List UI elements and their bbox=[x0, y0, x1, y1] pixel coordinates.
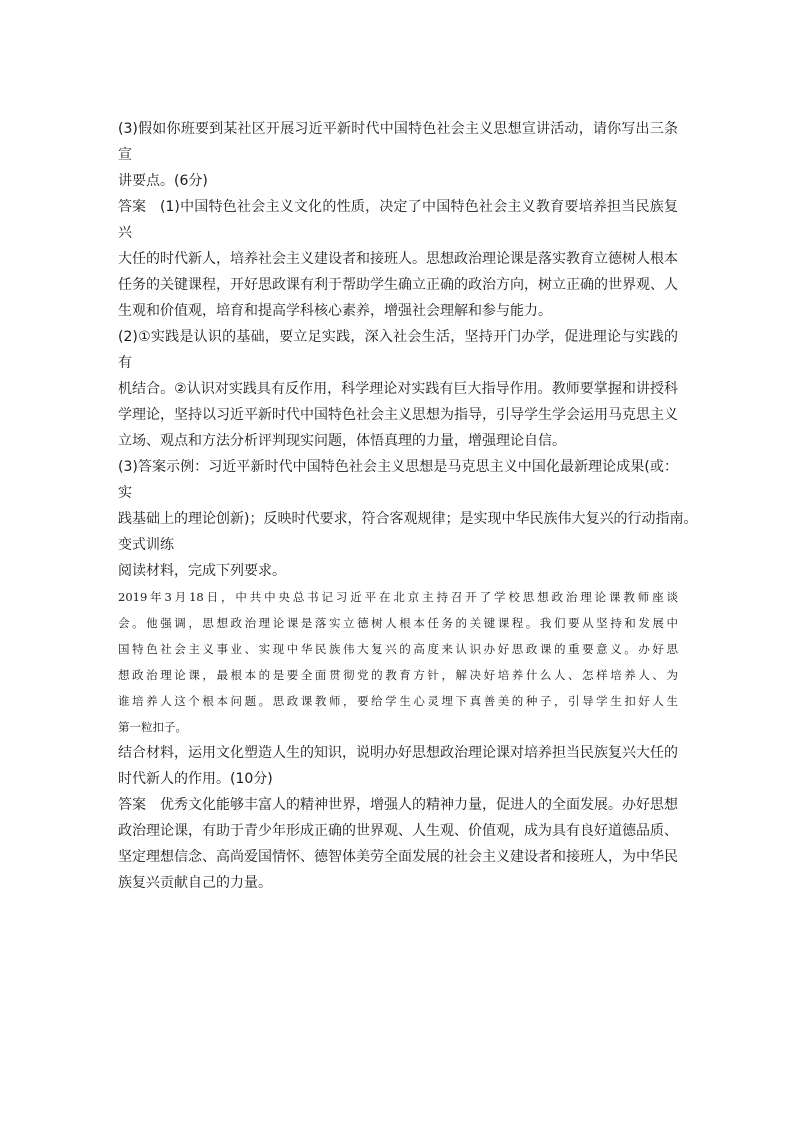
answer-label: 答案 bbox=[118, 797, 146, 813]
material-line: 2019年3月18日，中共中央总书记习近平在北京主持召开了学校思想政治理论课教师座谈 bbox=[118, 590, 678, 604]
question-prompt bbox=[118, 740, 678, 792]
instruction-text: 阅读材料，完成下列要求。 bbox=[118, 563, 286, 579]
answer-text: (1)中国特色社会主义文化的性质，决定了中国特色社会主义教育要培养担当民族复兴 bbox=[118, 199, 678, 241]
text-line: 结合材料，运用文化塑造人生的知识，说明办好思想政治理论课对培养担当民族复兴大任的 bbox=[118, 745, 678, 761]
text-line: 学理论，坚持以习近平新时代中国特色社会主义思想为指导，引导学生学会运用马克思主义 bbox=[118, 407, 678, 423]
text-line: 族复兴贡献自己的力量。 bbox=[118, 875, 272, 891]
text-line: 坚定理想信念、高尚爱国情怀、德智体美劳全面发展的社会主义建设者和接班人，为中华民 bbox=[118, 849, 678, 865]
answer-text: 优秀文化能够丰富人的精神世界，增强人的精神力量，促进人的全面发展。办好思想 bbox=[160, 797, 678, 813]
text-line: (3)答案示例：习近平新时代中国特色社会主义思想是马克思主义中国化最新理论成果(或：实 bbox=[118, 459, 678, 501]
text-line bbox=[118, 194, 678, 246]
text-line: (3)假如你班要到某社区开展习近平新时代中国特色社会主义思想宣讲活动，请你写出三条宣 bbox=[118, 121, 678, 163]
material-line: 谁培养人这个根本问题。思政课教师，要给学生心灵埋下真善美的种子，引导学生扣好人生 bbox=[118, 694, 678, 708]
text-line bbox=[118, 792, 678, 818]
text-line: 讲要点。(6分) bbox=[118, 173, 208, 189]
answer-label: 答案 bbox=[118, 199, 146, 215]
text-line: 践基础上的理论创新)；反映时代要求，符合客观规律；是实现中华民族伟大复兴的行动指南。 bbox=[118, 511, 698, 527]
text-line: 机结合。②认识对实践具有反作用，科学理论对实践有巨大指导作用。教师要掌握和讲授科 bbox=[118, 381, 678, 397]
question-3-prompt bbox=[118, 116, 678, 194]
document-page bbox=[118, 116, 698, 896]
material-line: 会。他强调，思想政治理论课是落实立德树人根本任务的关键课程。我们要从坚持和发展中 bbox=[118, 616, 678, 630]
material-line: 国特色社会主义事业、实现中华民族伟大复兴的高度来认识办好思政课的重要意义。办好思 bbox=[118, 642, 678, 656]
text-line: 大任的时代新人，培养社会主义建设者和接班人。思想政治理论课是落实教育立德树人根本 bbox=[118, 251, 678, 267]
text-line: 时代新人的作用。(10分) bbox=[118, 771, 273, 787]
final-answer-block bbox=[118, 792, 678, 896]
material-line: 第一粒扣子。 bbox=[118, 720, 187, 734]
material-passage bbox=[118, 584, 678, 740]
material-line: 想政治理论课，最根本的是要全面贯彻党的教育方针，解决好培养什么人、怎样培养人、为 bbox=[118, 668, 678, 682]
text-line: 任务的关键课程，开好思政课有利于帮助学生确立正确的政治方向，树立正确的世界观、人 bbox=[118, 277, 678, 293]
answer-block bbox=[118, 194, 698, 532]
section-title: 变式训练 bbox=[118, 537, 174, 553]
text-line: (2)①实践是认识的基础，要立足实践，深入社会生活，坚持开门办学，促进理论与实践的有 bbox=[118, 329, 678, 371]
text-line: 立场、观点和方法分析评判现实问题，体悟真理的力量，增强理论自信。 bbox=[118, 433, 566, 449]
text-line: 政治理论课，有助于青少年形成正确的世界观、人生观、价值观，成为具有良好道德品质、 bbox=[118, 823, 678, 839]
text-line: 生观和价值观，培育和提高学科核心素养，增强社会理解和参与能力。 bbox=[118, 303, 552, 319]
